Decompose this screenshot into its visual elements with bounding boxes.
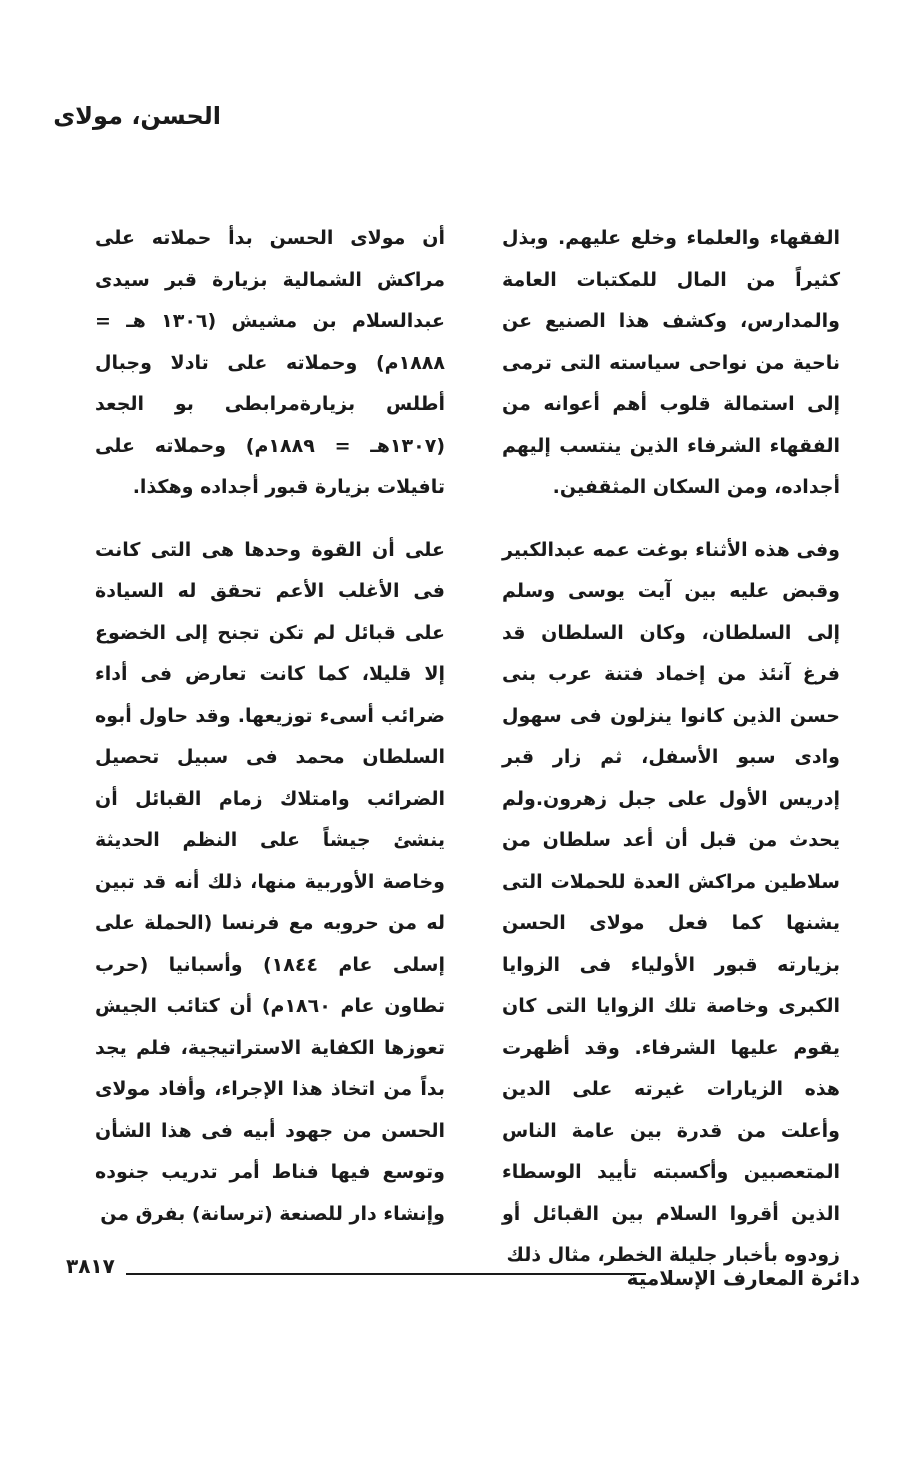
page-number: ٣٨١٧ [66, 1254, 115, 1278]
page-footer [66, 1252, 860, 1292]
footer-publication-title: دائرة المعارف الإسلامية [626, 1266, 860, 1290]
text-column-right [502, 218, 840, 1298]
paragraph: وفى هذه الأثناء بوغت عمه عبدالكبير وقبض عليه بين آيت يوسى وسلم إلى السلطان، وكان السلطان قد فرغ آنئذ من إخماد فتنة عرب بنى حسن الذين كانوا ينزلون فى سهول وادى سبو الأسفل، ثم زار قبر إدريس الأول على جبل زهرون.ولم يحدث من قبل أن أعد سلطان من سلاطين مراكش العدة للحملات التى يشنها كما فعل مولاى الحسن بزيارته قبور الأولياء فى الزوايا الكبرى وخاصة تلك الزوايا التى كان يقوم عليها الشرفاء. وقد أظهرت هذه الزيارات غيرته على الدين وأعلت من قدرة بين عامة الناس المتعصبين وأكسبته تأييد الوسطاء الذين أقروا السلام بين القبائل أو زودوه بأخبار جليلة الخطر، مثال ذلك [502, 538, 840, 1266]
running-head-title: الحسن، مولاى [53, 102, 221, 130]
paragraph: الفقهاء والعلماء وخلع عليهم. وبذل كثيراً من المال للمكتبات العامة والمدارس، وكشف هذا الصنيع عن ناحية من نواحى سياسته التى ترمى إلى استمالة قلوب أهم أعوانه من الفقهاء الشرفاء الذين ينتسب إليهم أجداده، ومن السكان المثقفين. [502, 227, 840, 498]
text-column-left [95, 218, 445, 1256]
paragraph: على أن القوة وحدها هى التى كانت فى الأغلب الأعم تحقق له السيادة على قبائل لم تكن تجنح إلى الخضوع إلا قليلا، كما كانت تعارض فى أداء ضرائب أسىء توزيعها. وقد حاول أبوه السلطان محمد فى سبيل تحصيل الضرائب وامتلاك زمام القبائل أن ينشئ جيشاً على النظم الحديثة وخاصة الأوربية منها، ذلك أنه قد تبين له من حروبه مع فرنسا (الحملة على إسلى عام ١٨٤٤) وأسبانيا (حرب تطاون عام ١٨٦٠م) أن كتائب الجيش تعوزها الكفاية الاستراتيجية، فلم يجد بداً من اتخاذ هذا الإجراء، وأفاد مولاى الحسن من جهود أبيه فى هذا الشأن وتوسع فيها فناط أمر تدريب جنوده وإنشاء دار للصنعة (ترسانة) بفرق من [95, 538, 445, 1225]
footer-rule [126, 1273, 646, 1275]
paragraph: أن مولاى الحسن بدأ حملاته على مراكش الشمالية بزيارة قبر سيدى عبدالسلام بن مشيش (١٣٠٦ هـ = ١٨٨٨م) وحملاته على تادلا وجبال أطلس بزيارةمرابطى بو الجعد (١٣٠٧هـ = ١٨٨٩م) وحملاته على تافيلات بزيارة قبور أجداده وهكذا. [95, 227, 445, 498]
